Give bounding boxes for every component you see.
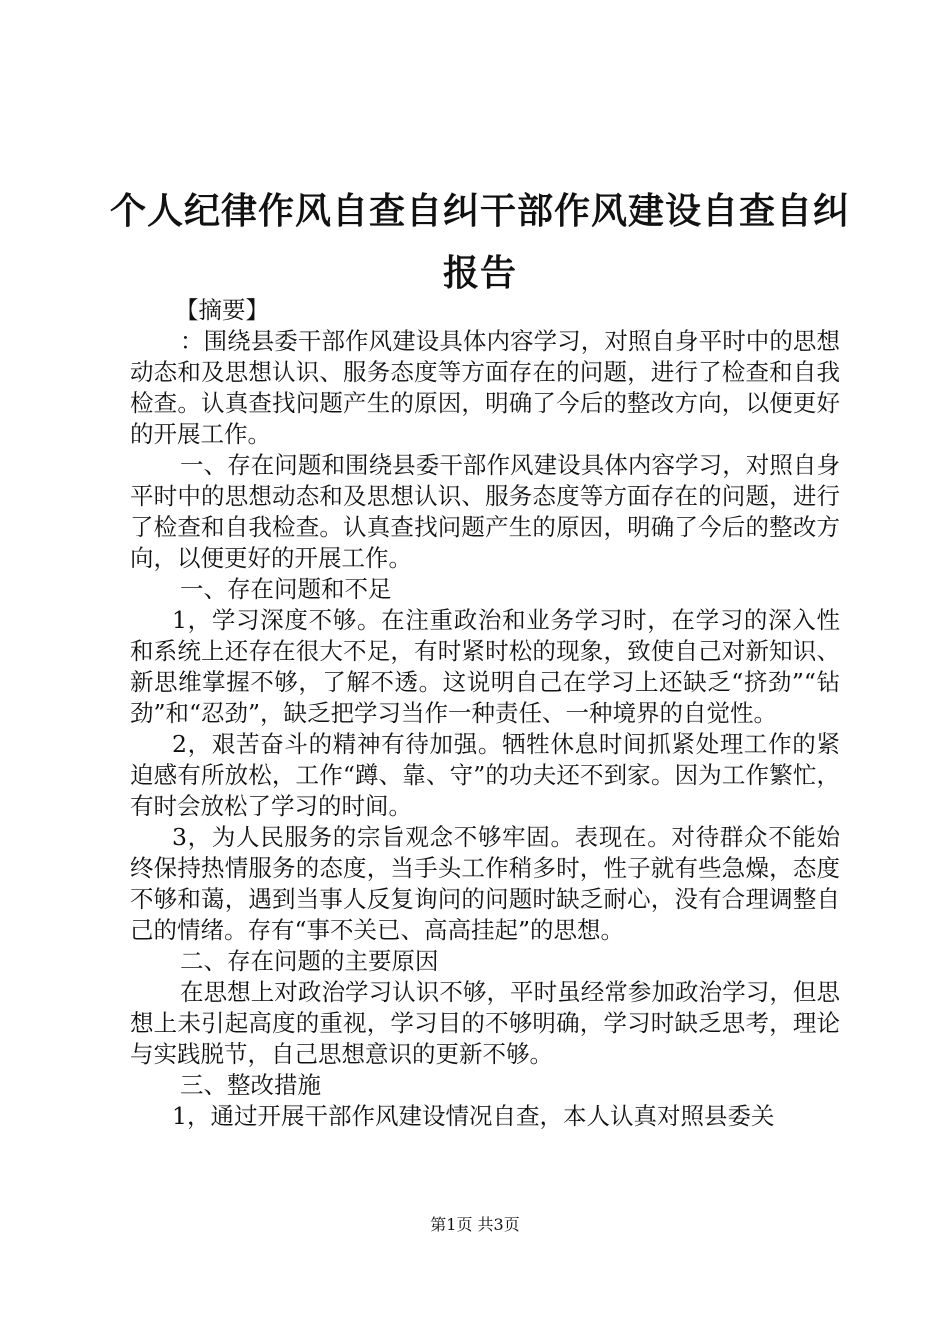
body-paragraph: 在思想上对政治学习认识不够，平时虽经常参加政治学习，但思想上未引起高度的重视，学习目的不够明确，学习时缺乏思考，理论与实践脱节，自己思想意识的更新不够。 bbox=[130, 978, 840, 1068]
body-paragraph: 3，为人民服务的宗旨观念不够牢固。表现在。对待群众不能始终保持热情服务的态度，当手头工作稍多时，性子就有些急燥，态度不够和蔼，遇到当事人反复询问的问题时缺乏耐心，没有合理调整自己的情绪。存有“事不关已、高高挂起”的思想。 bbox=[130, 823, 840, 944]
abstract-heading: 【摘要】 bbox=[175, 296, 269, 324]
section-heading: 三、整改措施 bbox=[180, 1071, 321, 1099]
document-body bbox=[130, 295, 840, 1132]
section-heading: 一、存在问题和不足 bbox=[180, 575, 392, 603]
page-footer: 第1页 共3页 bbox=[430, 1215, 520, 1234]
section-heading: 二、存在问题的主要原因 bbox=[180, 947, 439, 975]
abstract-paragraph: ：围绕县委干部作风建设具体内容学习，对照自身平时中的思想动态和及思想认识、服务态度等方面存在的问题，进行了检查和自我检查。认真查找问题产生的原因，明确了今后的整改方向，以便更好的开展工作。 bbox=[130, 327, 840, 448]
body-paragraph: 1，学习深度不够。在注重政治和业务学习时，在学习的深入性和系统上还存在很大不足，有时紧时松的现象，致使自己对新知识、新思维掌握不够，了解不透。这说明自己在学习上还缺乏“挤劲”“钻劲”和“忍劲”，缺乏把学习当作一种责任、一种境界的自觉性。 bbox=[130, 606, 840, 727]
body-paragraph: 2，艰苦奋斗的精神有待加强。牺牲休息时间抓紧处理工作的紧迫感有所放松，工作“蹲、靠、守”的功夫还不到家。因为工作繁忙，有时会放松了学习的时间。 bbox=[130, 730, 840, 820]
body-paragraph: 一、存在问题和围绕县委干部作风建设具体内容学习，对照自身平时中的思想动态和及思想认识、服务态度等方面存在的问题，进行了检查和自我检查。认真查找问题产生的原因，明确了今后的整改方向，以便更好的开展工作。 bbox=[130, 451, 840, 572]
body-paragraph: 1，通过开展干部作风建设情况自查，本人认真对照县委关 bbox=[172, 1102, 775, 1130]
document-title: 个人纪律作风自查自纠干部作风建设自查自纠报告 bbox=[109, 190, 850, 294]
